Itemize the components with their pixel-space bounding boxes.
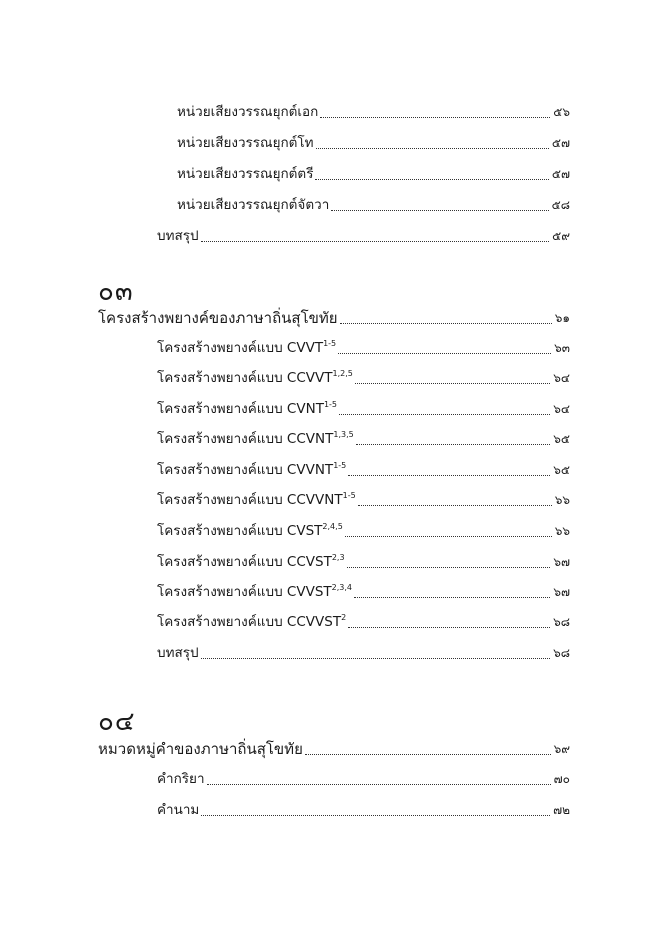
toc-entry-summary[interactable] bbox=[157, 225, 570, 247]
leader-dots bbox=[340, 323, 552, 324]
toc-entry[interactable] bbox=[157, 581, 570, 603]
toc-page-number: ๖๕ bbox=[553, 432, 570, 446]
leader-dots bbox=[338, 353, 551, 354]
leader-dots bbox=[331, 210, 548, 211]
leader-dots bbox=[358, 505, 552, 506]
leader-dots bbox=[348, 627, 550, 628]
toc-page-number: ๕๖ bbox=[553, 105, 570, 119]
leader-dots bbox=[347, 567, 551, 568]
toc-entry[interactable] bbox=[157, 551, 570, 573]
superscript: 1,3,5 bbox=[333, 430, 354, 439]
leader-dots bbox=[207, 784, 551, 785]
toc-entry-label: คำกริยา bbox=[157, 771, 205, 787]
toc-page-number: ๖๔ bbox=[553, 371, 570, 385]
toc-entry[interactable] bbox=[157, 768, 570, 790]
toc-page-number: ๖๖ bbox=[554, 493, 570, 507]
toc-page-number: ๖๙ bbox=[553, 742, 570, 756]
toc-entry-label: โครงสร้างพยางค์แบบ CCVST$^{2,3}$ bbox=[157, 553, 345, 570]
toc-entry-label: โครงสร้างพยางค์แบบ CCVVNT$^{1-5}$ bbox=[157, 491, 356, 508]
toc-entry-label: หน่วยเสียงวรรณยุกต์จัตวา bbox=[177, 197, 330, 213]
toc-entry[interactable] bbox=[177, 163, 570, 185]
toc-entry-label: หน่วยเสียงวรรณยุกต์ตรี bbox=[177, 166, 314, 182]
toc-page-number: ๖๖ bbox=[554, 524, 570, 538]
toc-entry[interactable] bbox=[157, 489, 570, 511]
toc-page-number: ๕๘ bbox=[551, 198, 570, 212]
leader-dots bbox=[354, 597, 550, 598]
toc-page-number: ๖๘ bbox=[553, 615, 570, 629]
chapter-title: หมวดหมู่คำของภาษาถิ่นสุโขทัย bbox=[98, 740, 303, 758]
toc-entry-label: หน่วยเสียงวรรณยุกต์โท bbox=[177, 135, 314, 151]
leader-dots bbox=[356, 444, 551, 445]
superscript: 1-5 bbox=[323, 339, 337, 348]
toc-page-number: ๖๗ bbox=[553, 585, 570, 599]
superscript: 2,4,5 bbox=[322, 522, 343, 531]
leader-dots bbox=[316, 148, 549, 149]
toc-page-number: ๗๐ bbox=[553, 772, 570, 786]
toc-entry-label: คำนาม bbox=[157, 802, 200, 818]
leader-dots bbox=[305, 754, 551, 755]
toc-entry[interactable] bbox=[157, 367, 570, 389]
superscript: 1-5 bbox=[323, 400, 338, 409]
leader-dots bbox=[339, 414, 550, 415]
toc-entry-label: โครงสร้างพยางค์แบบ CVST$^{2,4,5}$ bbox=[157, 522, 343, 539]
superscript: 2,3 bbox=[331, 553, 345, 562]
leader-dots bbox=[315, 179, 548, 180]
toc-page-number: ๗๒ bbox=[553, 803, 570, 817]
superscript: 2,3,4 bbox=[331, 583, 353, 592]
toc-page-number: ๕๗ bbox=[551, 136, 570, 150]
toc-entry-label: บทสรุป bbox=[157, 228, 199, 244]
leader-dots bbox=[201, 241, 550, 242]
toc-entry[interactable] bbox=[157, 459, 570, 481]
leader-dots bbox=[320, 117, 550, 118]
toc-page-number: ๖๗ bbox=[553, 555, 570, 569]
toc-page-number: ๕๗ bbox=[551, 167, 570, 181]
toc-entry[interactable] bbox=[177, 101, 570, 123]
toc-entry-label: โครงสร้างพยางค์แบบ CCVNT$^{1,3,5}$ bbox=[157, 430, 354, 447]
toc-entry[interactable] bbox=[157, 799, 570, 821]
chapter-title-entry[interactable] bbox=[98, 738, 570, 760]
chapter-number: ๐๓ bbox=[98, 277, 134, 307]
superscript: 1-5 bbox=[342, 491, 356, 500]
toc-entry-label: หน่วยเสียงวรรณยุกต์เอก bbox=[177, 104, 319, 120]
toc-entry-summary[interactable] bbox=[157, 642, 570, 664]
superscript: 1,2,5 bbox=[332, 369, 353, 378]
chapter-title: โครงสร้างพยางค์ของภาษาถิ่นสุโขทัย bbox=[98, 309, 338, 327]
toc-page-number: ๕๙ bbox=[552, 229, 570, 243]
toc-page-number: ๖๓ bbox=[554, 341, 570, 355]
leader-dots bbox=[355, 383, 550, 384]
leader-dots bbox=[201, 815, 550, 816]
toc-entry-label: โครงสร้างพยางค์แบบ CVVT$^{1-5}$ bbox=[157, 339, 337, 356]
toc-entry[interactable] bbox=[157, 398, 570, 420]
superscript: 1-5 bbox=[333, 461, 347, 470]
toc-entry-label: โครงสร้างพยางค์แบบ CVNT$^{1-5}$ bbox=[157, 400, 338, 417]
toc-entry[interactable] bbox=[157, 428, 570, 450]
toc-page-number: ๖๔ bbox=[553, 402, 570, 416]
toc-entry-label: บทสรุป bbox=[157, 645, 199, 661]
toc-entry[interactable] bbox=[177, 132, 570, 154]
toc-entry-label: โครงสร้างพยางค์แบบ CVVST$^{2,3,4}$ bbox=[157, 583, 353, 600]
toc-page-number: ๖๕ bbox=[553, 463, 570, 477]
leader-dots bbox=[348, 475, 550, 476]
toc-entry[interactable] bbox=[157, 520, 570, 542]
leader-dots bbox=[201, 658, 551, 659]
toc-entry[interactable] bbox=[177, 194, 570, 216]
toc-page-number: ๖๘ bbox=[553, 646, 570, 660]
toc-entry[interactable] bbox=[157, 611, 570, 633]
leader-dots bbox=[345, 536, 552, 537]
toc-entry[interactable] bbox=[157, 337, 570, 359]
toc-entry-label: โครงสร้างพยางค์แบบ CCVVT$^{1,2,5}$ bbox=[157, 369, 353, 386]
toc-entry-label: โครงสร้างพยางค์แบบ CVVNT$^{1-5}$ bbox=[157, 461, 347, 478]
toc-entry-label: โครงสร้างพยางค์แบบ CCVVST$^2$ bbox=[157, 613, 347, 630]
chapter-title-entry[interactable] bbox=[98, 307, 570, 329]
toc-page-number: ๖๑ bbox=[554, 311, 570, 325]
superscript: 2 bbox=[341, 613, 347, 622]
chapter-number: ๐๔ bbox=[98, 707, 136, 737]
